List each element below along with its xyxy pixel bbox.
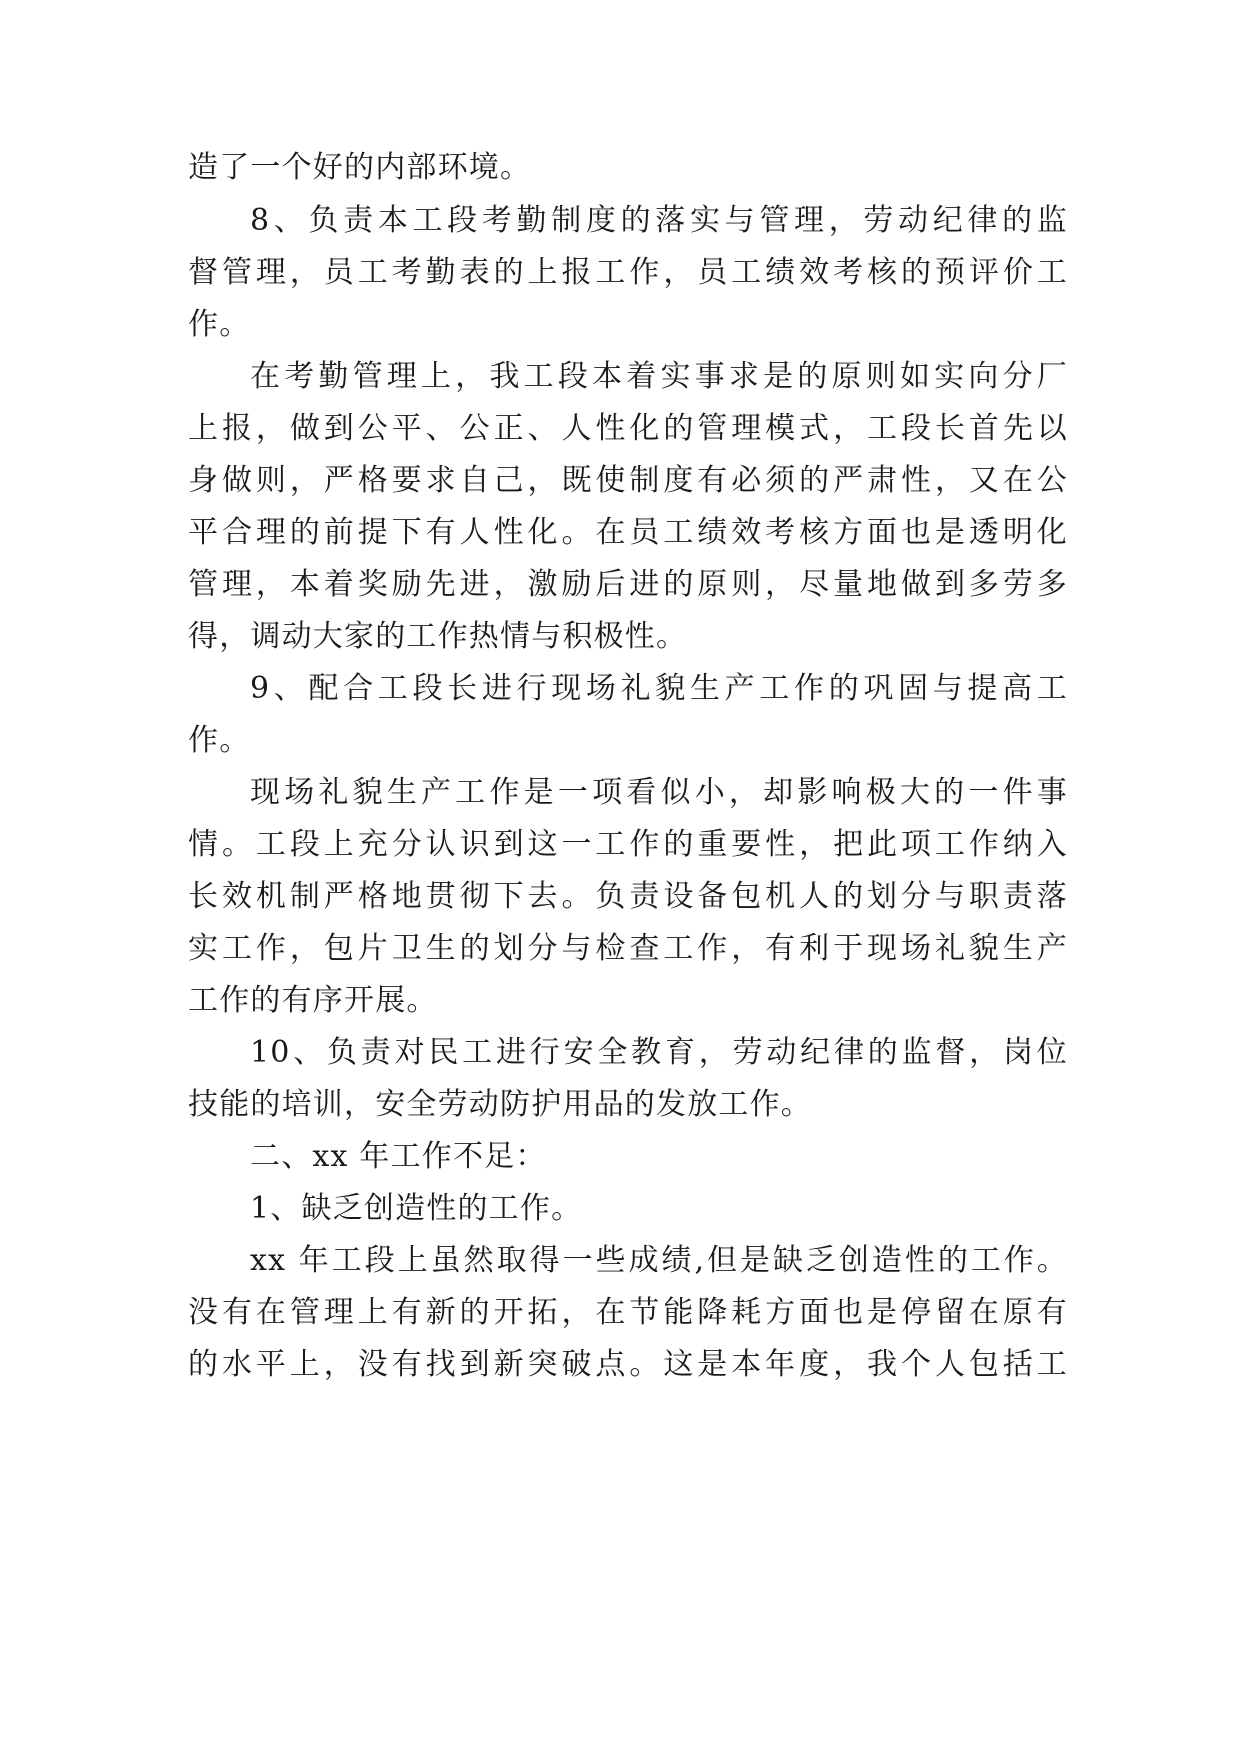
text-line: 1、缺乏创造性的工作。 (250, 1191, 583, 1226)
text-line: 作。 (188, 307, 251, 342)
text-line: 没有在管理上有新的开拓，在节能降耗方面也是停留在原有 (188, 1295, 1068, 1330)
text-line: 造了一个好的内部环境。 (188, 150, 532, 185)
text-line: 现场礼貌生产工作是一项看似小，却影响极大的一件事 (250, 775, 1068, 810)
text-line: 作。 (188, 723, 251, 758)
text-line: 平合理的前提下有人性化。在员工绩效考核方面也是透明化 (188, 515, 1068, 550)
text-line: 10、负责对民工进行安全教育，劳动纪律的监督，岗位 (250, 1035, 1068, 1070)
text-line: 上报，做到公平、公正、人性化的管理模式，工段长首先以 (188, 411, 1068, 446)
text-line: 技能的培训，安全劳动防护用品的发放工作。 (188, 1087, 812, 1122)
text-line: 实工作，包片卫生的划分与检查工作，有利于现场礼貌生产 (188, 931, 1068, 966)
section-heading: 二、xx 年工作不足： (250, 1139, 547, 1174)
text-line: 身做则，严格要求自己，既使制度有必须的严肃性，又在公 (188, 463, 1068, 498)
text-line: 情。工段上充分认识到这一工作的重要性，把此项工作纳入 (188, 827, 1068, 862)
text-line: 管理，本着奖励先进，激励后进的原则，尽量地做到多劳多 (188, 567, 1068, 602)
text-line: 的水平上，没有找到新突破点。这是本年度，我个人包括工 (188, 1347, 1068, 1382)
text-line: 长效机制严格地贯彻下去。负责设备包机人的划分与职责落 (188, 879, 1068, 914)
text-line: 8、负责本工段考勤制度的落实与管理，劳动纪律的监 (250, 203, 1068, 238)
text-line: 督管理，员工考勤表的上报工作，员工绩效考核的预评价工 (188, 255, 1068, 290)
text-line: 在考勤管理上，我工段本着实事求是的原则如实向分厂 (250, 359, 1068, 394)
text-line: xx 年工段上虽然取得一些成绩,但是缺乏创造性的工作。 (250, 1243, 1068, 1278)
text-line: 工作的有序开展。 (188, 983, 438, 1018)
text-line: 9、配合工段长进行现场礼貌生产工作的巩固与提高工 (250, 671, 1068, 706)
text-line: 得，调动大家的工作热情与积极性。 (188, 619, 688, 654)
